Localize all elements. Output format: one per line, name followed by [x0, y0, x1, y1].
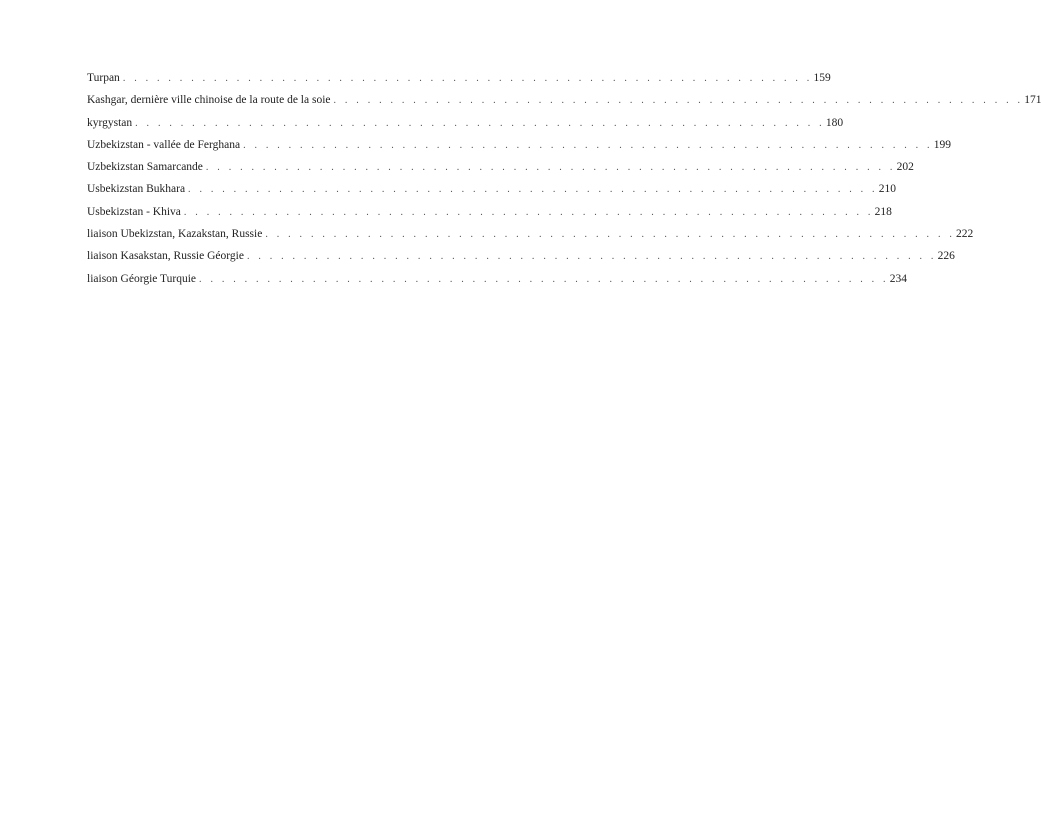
toc-entry-page-number: 218 — [874, 205, 892, 218]
toc-entry-page-number: 222 — [956, 228, 974, 241]
dot-leader: . . . . . . . . . . . . . . . . . . . . . . . . . . . . . . . . . . . . . . . . . . . . . . . . . . . . . . . . . . . . . — [333, 95, 1024, 107]
toc-entry[interactable] — [87, 92, 1041, 114]
toc-entry-title: liaison Géorgie Turquie — [87, 272, 197, 285]
toc-entry-title: Usbekizstan Bukhara — [87, 183, 186, 196]
toc-entry-title: Uzbekizstan Samarcande — [87, 161, 203, 174]
dot-leader: . . . . . . . . . . . . . . . . . . . . . . . . . . . . . . . . . . . . . . . . . . . . . . . . . . . . . . . . . . . . . — [265, 229, 956, 241]
toc-entry-title: liaison Ubekizstan, Kazakstan, Russie — [87, 228, 263, 241]
toc-entry-title: Usbekizstan - Khiva — [87, 205, 181, 218]
toc-entry-title: Uzbekizstan - vallée de Ferghana — [87, 138, 241, 151]
dot-leader: . . . . . . . . . . . . . . . . . . . . . . . . . . . . . . . . . . . . . . . . . . . . . . . . . . . . . . . . . . . . . — [122, 73, 813, 84]
toc-entry-page-number: 180 — [825, 116, 844, 129]
toc-entry-page-number: 199 — [933, 138, 952, 151]
toc-entry-page-number: 226 — [937, 250, 955, 263]
toc-entry[interactable] — [87, 137, 952, 159]
toc-entry-title: Kashgar, dernière ville chinoise de la route de la soie — [87, 94, 331, 107]
dot-leader: . . . . . . . . . . . . . . . . . . . . . . . . . . . . . . . . . . . . . . . . . . . . . . . . . . . . . . . . . . . . . — [205, 162, 896, 174]
toc-entry[interactable] — [87, 181, 896, 203]
toc-entry-page-number: 202 — [896, 161, 914, 174]
dot-leader: . . . . . . . . . . . . . . . . . . . . . . . . . . . . . . . . . . . . . . . . . . . . . . . . . . . . . . . . . . . . . — [188, 184, 878, 196]
toc-entry[interactable] — [87, 70, 831, 92]
dot-leader: . . . . . . . . . . . . . . . . . . . . . . . . . . . . . . . . . . . . . . . . . . . . . . . . . . . . . . . . . . . . . — [243, 139, 933, 151]
dot-leader: . . . . . . . . . . . . . . . . . . . . . . . . . . . . . . . . . . . . . . . . . . . . . . . . . . . . . . . . . . . . . — [246, 251, 937, 263]
toc-entry-page-number: 171 — [1024, 94, 1041, 107]
toc-entry[interactable] — [87, 271, 907, 293]
table-of-contents — [87, 70, 1041, 293]
toc-entry-page-number: 159 — [813, 72, 831, 84]
toc-entry-title: Turpan — [87, 72, 120, 84]
dot-leader: . . . . . . . . . . . . . . . . . . . . . . . . . . . . . . . . . . . . . . . . . . . . . . . . . . . . . . . . . . . . . — [135, 117, 825, 129]
toc-entry[interactable] — [87, 204, 892, 226]
toc-entry-page-number: 210 — [878, 183, 896, 196]
toc-entry[interactable] — [87, 115, 844, 137]
dot-leader: . . . . . . . . . . . . . . . . . . . . . . . . . . . . . . . . . . . . . . . . . . . . . . . . . . . . . . . . . . . . . — [199, 273, 889, 285]
toc-entry-title: kyrgystan — [87, 116, 133, 129]
toc-entry[interactable] — [87, 248, 955, 270]
toc-entry-title: liaison Kasakstan, Russie Géorgie — [87, 250, 244, 263]
toc-entry[interactable] — [87, 226, 974, 248]
dot-leader: . . . . . . . . . . . . . . . . . . . . . . . . . . . . . . . . . . . . . . . . . . . . . . . . . . . . . . . . . . . . . — [183, 206, 874, 218]
toc-entry-page-number: 234 — [889, 272, 907, 285]
toc-entry[interactable] — [87, 159, 914, 181]
